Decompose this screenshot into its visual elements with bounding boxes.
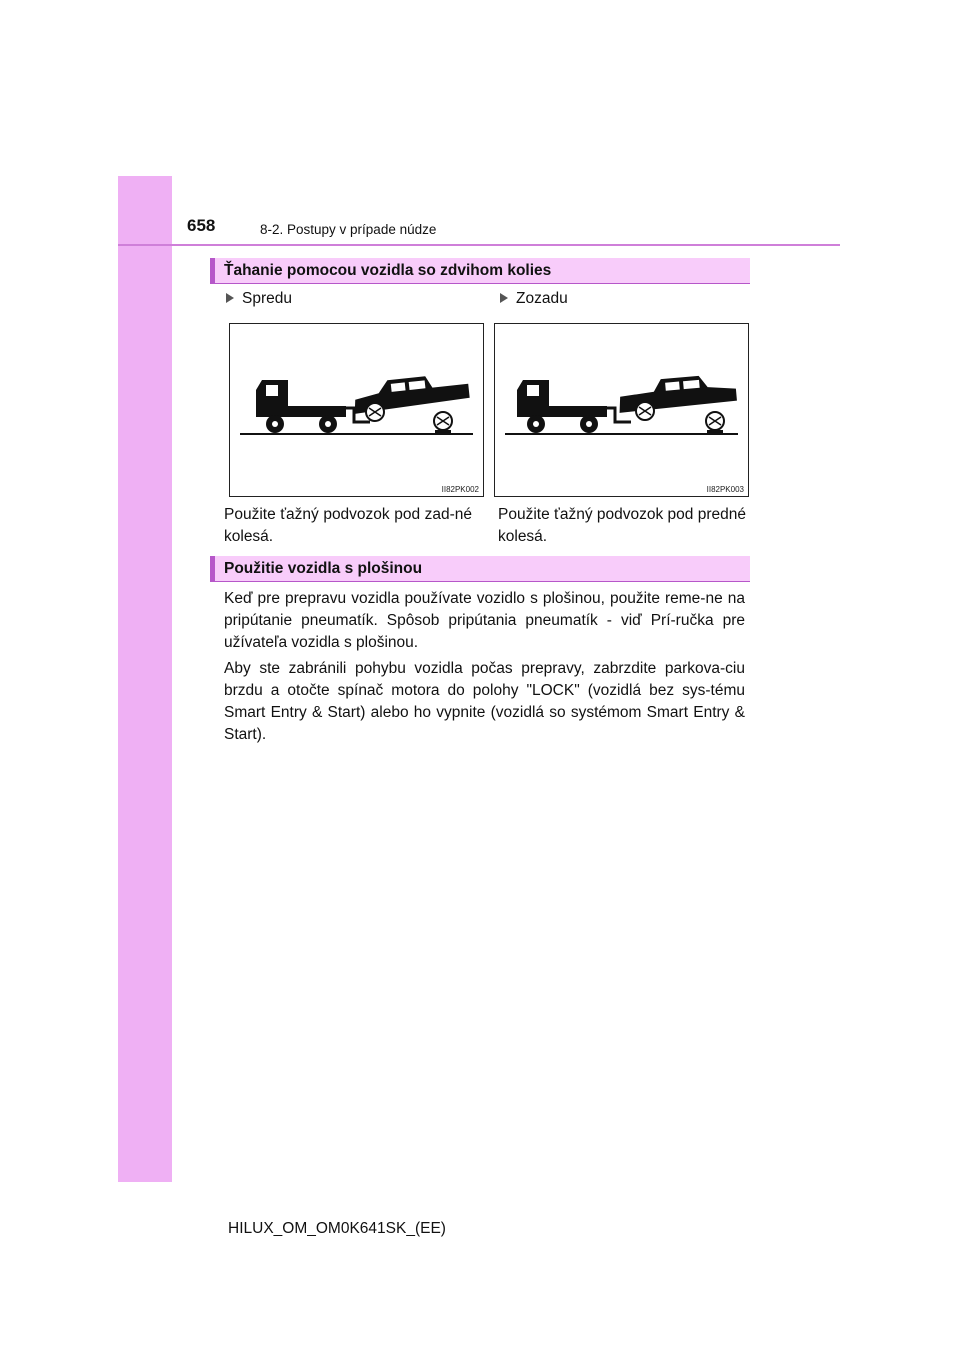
- figure-rear-towing: [494, 323, 749, 497]
- figure-front-towing: [229, 323, 484, 497]
- heading-flatbed: Použitie vozidla s plošinou: [210, 556, 750, 582]
- triangle-bullet-icon: [226, 293, 234, 303]
- header-rule: [118, 244, 840, 246]
- subheading-rear-label: Zozadu: [516, 290, 568, 307]
- section-title: 8-2. Postupy v prípade núdze: [260, 222, 437, 237]
- chapter-tab-sidebar: [118, 176, 172, 1182]
- tow-truck-illustration-front: [230, 324, 483, 496]
- tow-truck-illustration-rear: [495, 324, 748, 496]
- subheading-rear: [500, 290, 568, 308]
- figure-code-left: II82PK002: [441, 485, 479, 494]
- heading-wheel-lift-towing: Ťahanie pomocou vozidla so zdvihom kolies: [210, 258, 750, 284]
- subheading-front: [226, 290, 292, 308]
- caption-front: Použite ťažný podvozok pod zad-né kolesá.: [224, 506, 472, 545]
- footer-doc-code: HILUX_OM_OM0K641SK_(EE): [228, 1220, 446, 1237]
- paragraph-flatbed-parking: Aby ste zabránili pohybu vozidla počas prepravy, zabrzdite parkova-ciu brzdu a otočte spínač motora do polohy "LOCK" (vozidlá bez sys-tému Smart Entry & Start) alebo ho vypnite (vozidlá so systémom Smart Entry & Start).: [224, 660, 745, 743]
- triangle-bullet-icon: [500, 293, 508, 303]
- figure-code-right: II82PK003: [706, 485, 744, 494]
- page-number: 658: [187, 216, 216, 235]
- caption-rear: Použite ťažný podvozok pod predné kolesá.: [498, 506, 746, 545]
- subheading-front-label: Spredu: [242, 290, 292, 307]
- paragraph-flatbed-straps: Keď pre prepravu vozidla používate vozidlo s plošinou, použite reme-ne na pripútanie pneumatík. Spôsob pripútania pneumatík - viď Prí-ručka pre užívateľa vozidla s plošinou.: [224, 590, 745, 651]
